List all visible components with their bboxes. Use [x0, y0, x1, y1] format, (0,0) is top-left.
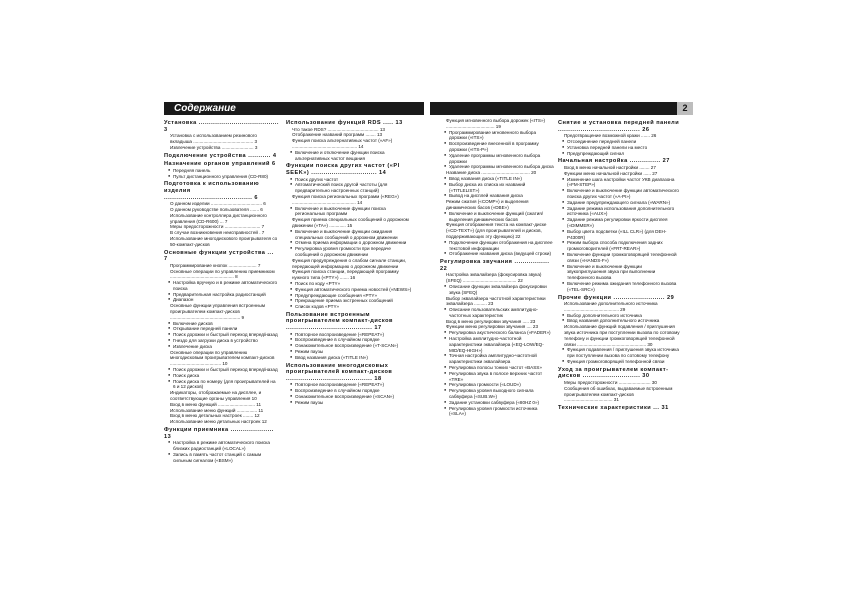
toc-column-4 [558, 118, 681, 412]
toc-bullet-item: ● Режим выбора способа подключения задних громкоговорителей («FRT-REAR») [558, 240, 681, 252]
toc-heading: Прочие функции ......................... 29 [558, 294, 675, 301]
toc-bullet-item: ● Поиск диска [164, 373, 279, 379]
toc-entry: Функция отображения текста на компакт-диске («CD-TEXT») (для проигрывателей и дисков, поддерживающих эту функцию) 22 [446, 222, 547, 239]
toc-bullet-item: ● Предупреждающие сообщения «PTY» [286, 293, 412, 299]
toc-heading: Подготовка к использованию изделия ........................................... 6 [164, 181, 260, 201]
toc-bullet-item: ● Настройка вручную и в режиме автоматического поиска [164, 280, 279, 292]
toc-entry: Функция поиска станции, передающей программу нужного типа («PTY») ....... 16 [292, 269, 399, 281]
toc-bullet-item: ● Ввод названия диска («TITLE IN») [440, 176, 554, 182]
toc-bullet-item: ● Задание установки сабвуфера («80HZ 0») [440, 400, 554, 406]
title-bar [164, 102, 424, 115]
toc-bullet-item: ● Отсоединение передней панели [558, 139, 681, 145]
toc-bullet-item: ● Автоматический поиск другой частоты (для предварительно настроенных станций) [286, 182, 412, 194]
toc-bullet-item: ● Поиск дорожки и быстрый переход вперед/назад [164, 332, 279, 338]
toc-bullet-item: ● Точная настройка амплитудно-частотной характеристики эквалайзера [440, 353, 554, 365]
toc-bullet-item: ● Воспроизведение в случайном порядке [286, 337, 412, 343]
toc-bullet-item: ● Настройка амплитудно-частотной характеристики эквалайзера («EQ-LOW/EQ-MID/EQ-HIGH») [440, 336, 554, 353]
toc-entry: Программирование кнопок ...................... 7 [170, 262, 261, 268]
toc-entry: Извлечение устройства ......................... 3 [170, 144, 258, 150]
toc-heading: Регулировка звучания ................. 22 [440, 259, 550, 272]
toc-entry: Выбор эквалайзера частотной характеристики эквалайзера .......... 23 [446, 295, 546, 307]
toc-entry: Меры предосторожности ............................ 7 [170, 224, 265, 230]
toc-bullet-item: ● Извлечение диска [164, 344, 279, 350]
toc-entry: Функция поиска альтернативных частот («AF») ................................................... 14 [292, 138, 393, 149]
toc-heading: Уход за проигрывателем компакт-дисков ............................ 30 [558, 366, 669, 380]
toc-bullet-item: ● Режим паузы [286, 400, 412, 406]
toc-bullet-item: ● Список кодов «PTY» [286, 304, 412, 310]
toc-bullet-item: ● Пульт дистанционного управления (CD-R80) [164, 174, 279, 180]
toc-bullet-item: ● Ознакомительное воспроизведение («SCAN») [286, 394, 412, 400]
toc-bullet-item: ● Включение дисков [164, 321, 279, 327]
toc-bullet-item: ● Регулировка полосы тонких частот «BASS» [440, 365, 554, 371]
toc-heading: Пользование встроенным проигрывателем компакт-дисков .......................................... 17 [286, 311, 393, 332]
toc-bullet-item: ● Воспроизведение внесенной в программу дорожки («ITS-P») [440, 141, 554, 153]
toc-bullet-item: ● Отмена приема информации о дорожном движении [286, 240, 412, 246]
toc-entry: Использование многодискового проигрывателя со 50-компакт-дисков [170, 235, 278, 247]
toc-heading: Использование функций RDS ..... 13 [286, 120, 403, 126]
toc-entry: Отображение названий программ ........ 13 [292, 132, 383, 138]
toc-bullet-item: ● Передняя панель [164, 168, 279, 174]
toc-bullet-item: ● Предварительная настройка радиостанций [164, 292, 279, 298]
toc-bullet-item: ● Регулировка звука в полосе верхних частот «TRE» [440, 371, 554, 383]
toc-entry: Индикаторы, отображаемые на дисплее, и соответствующие органы управления 10 [170, 390, 262, 402]
toc-column-3 [440, 118, 554, 417]
toc-entry: Вход в меню начальной настройки ........ 27 [564, 164, 656, 170]
toc-bullet-item: ● Открывание передней панели [164, 326, 279, 332]
page-number: 2 [677, 102, 693, 115]
toc-entry: О данном руководстве пользователя ....... 6 [170, 206, 263, 212]
toc-entry: В случае возникновения неисправностей . 7 [170, 230, 265, 236]
toc-bullet-item: ● Задание режима регулировки яркости дисплея («DIMMER») [558, 217, 681, 229]
toc-bullet-item: ● Включение и отключение функции поиска альтернативных частот вещания [286, 150, 412, 162]
toc-bullet-item: ● Функция громкоговорящей телефонной связи [558, 359, 681, 365]
toc-bullet-item: ● Повторное воспроизведение («REPEAT») [286, 332, 412, 338]
toc-column-1 [164, 118, 279, 463]
toc-bullet-item: ● Регулировка уровня громкости источника («SLA») [440, 406, 554, 418]
toc-bullet-item: ● Описание пользовательских амплитудно-частотных характеристик [440, 307, 554, 319]
toc-bullet-item: ● Регулировка громкости («LOUD») [440, 382, 554, 388]
toc-bullet-item: ● Воспроизведение в случайном порядке [286, 388, 412, 394]
toc-entry: Основные функции управления встроенным проигрывателем компакт-дисков ....................................................... 9 [170, 303, 266, 320]
toc-heading: Функции поиска других частот («PI SEEK») ................................ 14 [286, 163, 400, 176]
toc-bullet-item: ● Ввод названия диска («TITLE IN») [286, 355, 412, 361]
toc-heading: Использование многодисковых проигрывателей компакт-дисков .......................................... 18 [286, 362, 393, 382]
toc-heading: Основные функции устройства ... 7 [164, 249, 274, 263]
toc-bullet-item: ● Диапазон [164, 297, 279, 303]
toc-entry: Режим сжатия («COMP») и выделения динамических басов («DBE») [446, 199, 529, 210]
toc-heading: Подключение устройства ........... 4 [164, 152, 277, 159]
toc-heading: Снятие и установка передней панели ........................................ 26 [558, 120, 680, 133]
toc-bullet-item: ● Включение и выключение функции поиска региональных программ [286, 206, 412, 218]
toc-heading: Функции приемника ..................... 13 [164, 427, 274, 440]
toc-bullet-item: ● Включение и выключение функции звукоприглушения звука при выполнении телефонного вызова [558, 264, 681, 281]
toc-bullet-item: ● Ввод названия дополнительного источника [558, 318, 681, 324]
toc-bullet-item: ● Регулировка уровня громкости при передаче сообщений о дорожном движении [286, 246, 412, 258]
toc-bullet-item: ● Настройка в режиме автоматического поиска близких радиостанций («LOCAL») [164, 440, 279, 452]
toc-bullet-item: ● Поиск дорожки и быстрый переход вперед/назад [164, 367, 279, 373]
toc-bullet-item: ● Включение и выключение функций (сжатия/выделения динамических басов [440, 211, 554, 223]
toc-bullet-item: ● Регулировка уровня выходного сигнала сабвуфера («SUB.W») [440, 388, 554, 400]
page-title: Содержание [174, 103, 236, 114]
toc-entry: Название диска ...................................... 20 [446, 170, 537, 176]
toc-entry: Функция предупреждения о слабом сигнале станции, передающей информацию о дорожном движении [292, 257, 407, 269]
title-bar-right [430, 102, 677, 115]
toc-bullet-item: ● Запись в память частот станций с самым сильным сигналом («BSM») [164, 452, 279, 464]
toc-bullet-item: ● Повторное воспроизведение («REPEAT») [286, 382, 412, 388]
toc-bullet-item: ● Поиск по коду «PTY» [286, 281, 412, 287]
toc-entry: Использование контроллера дистанционного управления (CD-R600) ... 7 [170, 212, 267, 224]
toc-heading: Технические характеристики ... 31 [558, 405, 669, 412]
toc-entry: Использование меню функций ................ 11 [170, 407, 264, 413]
toc-bullet-item: ● Удаление программы мгновенного выбора диска [440, 164, 554, 170]
toc-bullet-item: ● Функция автоматического приема новостей («NEWS») [286, 287, 412, 293]
toc-entry: Функция поиска региональных программ («REG») .................................................. 14 [292, 193, 399, 205]
toc-entry: Настройка эквалайзера (фокусировка звука) (SFEQ) .......................................... 22 [446, 272, 542, 284]
toc-bullet-item: ● Ознакомительное воспроизведение («T-SCAN») [286, 343, 412, 349]
toc-entry: Использование дополнительного источника ........................................... 29 [564, 301, 658, 312]
toc-entry: Использование функций подавления / приглушения звука источника при поступлении вызова по сотовому телефону и функции громкоговорящей телефонной связи ...................................................... 30 [564, 324, 680, 347]
toc-entry: Основные операции по управлению приемником .................................................. 8 [170, 268, 275, 280]
toc-entry: Сообщения об ошибках, выдаваемые встроенным проигрывателем компакт-дисков ...................................... 31 [564, 385, 673, 403]
toc-bullet-item: ● Включение режима ожидания телефонного вызова («TEL-SRC») [558, 281, 681, 293]
toc-entry: Вход в меню детальных настроек ........ 12 [170, 413, 260, 419]
toc-bullet-item: ● Прекращение приема экстренных сообщений [286, 298, 412, 304]
toc-heading: Начальная настройка ............... 27 [558, 158, 670, 165]
toc-entry: Вход в меню регулировки звучания ..... 23 [446, 318, 536, 324]
toc-entry: Использование меню детальных настроек 12 [170, 419, 267, 425]
toc-bullet-item: ● Вывод на дисплей названия диска [440, 193, 554, 199]
toc-bullet-item: ● Функция подавления / приглушения звука источника при поступлении вызова по сотовому телефону [558, 347, 681, 359]
toc-entry: Установка с использованием резинового вкладыша ............................................... 3 [170, 133, 258, 144]
toc-entry: Вход в меню функций ............................. 11 [170, 401, 262, 407]
toc-bullet-item: ● Гнездо для загрузки диска в устройство [164, 338, 279, 344]
toc-entry: Функция мгновенного выбора дорожек («ITS») ...................................... 19 [446, 118, 546, 129]
toc-heading: Назначение органов управлений 6 [164, 161, 276, 168]
toc-entry: О данном изделии ........................................ 6 [170, 201, 266, 207]
toc-entry: Предотвращение возможной кражи ....... 26 [564, 133, 657, 139]
toc-bullet-item: ● Поиск диска по номеру (для проигрывателей на 6 и 12 дисков) [164, 379, 279, 391]
toc-bullet-item: ● Установка передней панели на место [558, 145, 681, 151]
toc-bullet-item: ● Выбор дополнительного источника [558, 313, 681, 319]
toc-bullet-item: ● Выбор цвета подсветки («ILL CLR») (для DEH-P4300R) [558, 229, 681, 241]
toc-bullet-item: ● Подключение функции отображения на дисплее текстовой информации [440, 240, 554, 252]
toc-bullet-item: ● Задание режима использования дополнительного источника («AUX») [558, 206, 681, 218]
toc-bullet-item: ● Включение и выключение функции автоматического поиска других частот («A-PI») [558, 188, 681, 200]
toc-entry: Функции меню начальной настройки ...... 27 [564, 170, 658, 176]
toc-bullet-item: ● Выбор диска из списка их названий («TITLELIST») [440, 182, 554, 194]
toc-entry: Меры предосторожности ......................... 30 [564, 380, 657, 386]
toc-column-2 [286, 118, 412, 406]
toc-bullet-item: ● Описание функции эквалайзера фокусировки звука (SFEQ) [440, 284, 554, 296]
toc-bullet-item: ● Регулировка акустического баланса («FADER») [440, 330, 554, 336]
toc-bullet-item: ● Режим паузы [286, 349, 412, 355]
toc-bullet-item: ● Отображение названия диска (ведущей строки) [440, 251, 554, 257]
toc-entry: Функция приема специальных сообщений о дорожном движении («TA») ............. 15 [292, 217, 409, 228]
toc-bullet-item: ● Предупреждающий сигнал [558, 151, 681, 157]
toc-heading: Установка ....................................... 3 [164, 120, 279, 133]
toc-bullet-item: ● Включение и выключение функции ожидания специальных сообщений о дорожном движении [286, 229, 412, 241]
toc-bullet-item: ● Задание предупреждающего сигнала («WARN») [558, 200, 681, 206]
toc-bullet-item: ● Поиск других частот [286, 177, 412, 183]
toc-bullet-item: ● Включение функции громкоговорящей телефонной связи («HANDS-F») [558, 252, 681, 264]
toc-entry: Основные операции по управлению многодисковым проигрывателем компакт-дисков ........................................ 10 [170, 349, 275, 367]
toc-bullet-item: ● Изменение шага настройки частот УКВ диапазона («FM-STEP») [558, 177, 681, 189]
toc-bullet-item: ● Удаление программы мгновенного выбора дорожки [440, 153, 554, 165]
toc-entry: Функции меню регулировки звучания .... 23 [446, 324, 539, 330]
toc-entry: Что такое RDS? ........................................ 13 [292, 126, 385, 132]
toc-bullet-item: ● Программирование мгновенного выбора дорожки («ITS») [440, 130, 554, 142]
